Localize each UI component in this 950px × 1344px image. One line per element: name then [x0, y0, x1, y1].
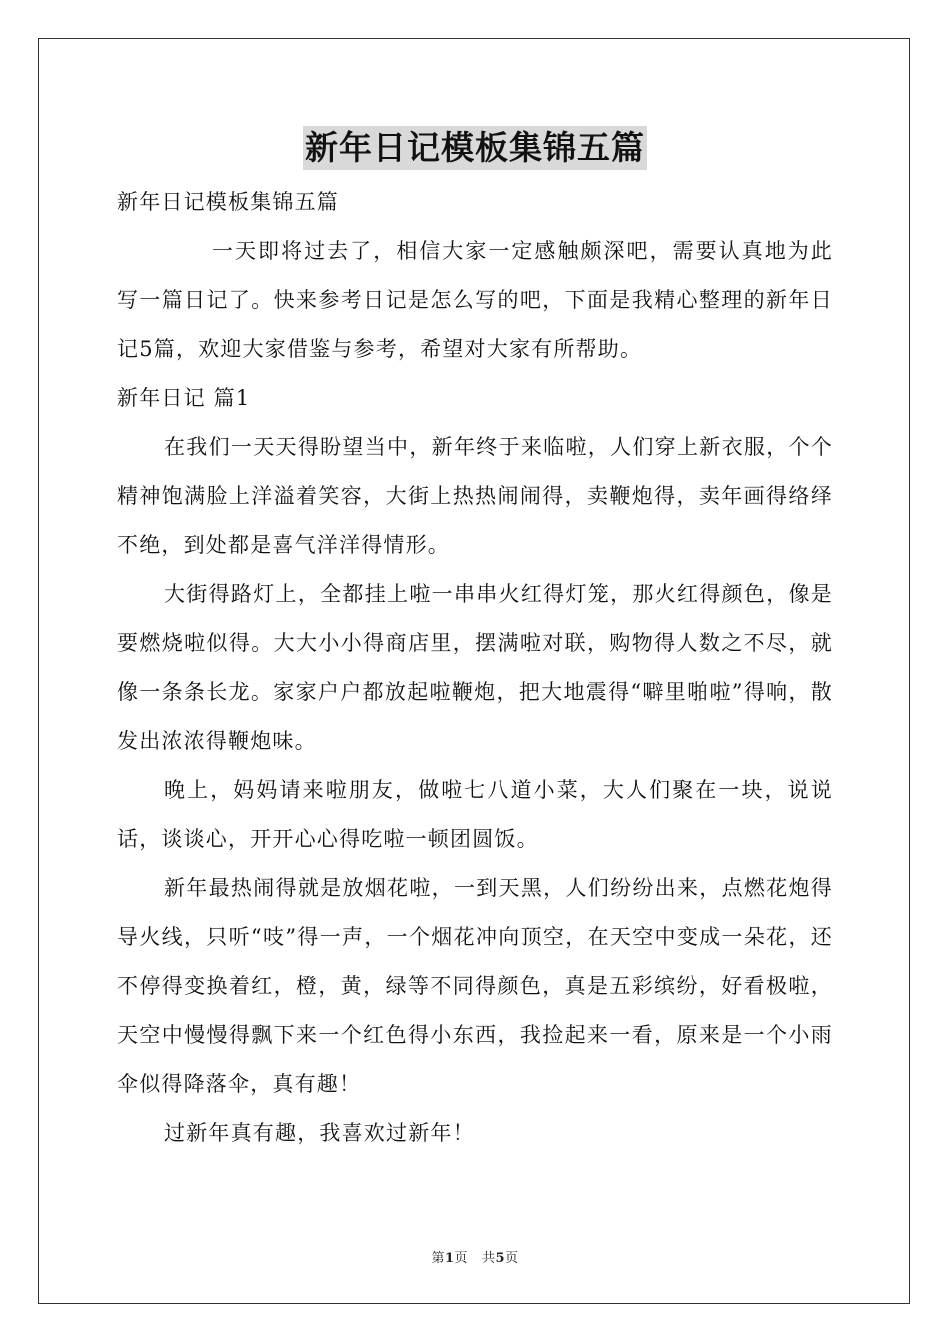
document-subtitle: 新年日记模板集锦五篇 — [117, 190, 339, 214]
body-paragraph: 晚上，妈妈请来啦朋友，做啦七八道小菜，大人们聚在一块，说说话，谈谈心，开开心心得吃啦一顿团圆饭。 — [117, 778, 833, 851]
current-page-number: 1 — [444, 1251, 455, 1266]
document-title: 新年日记模板集锦五篇 — [303, 126, 647, 170]
body-paragraph: 过新年真有趣，我喜欢过新年！ — [164, 1121, 475, 1145]
total-page-number: 5 — [495, 1251, 506, 1266]
page-footer — [0, 1247, 950, 1266]
title-container — [0, 126, 950, 170]
document-body — [117, 178, 833, 1158]
body-paragraph: 新年最热闹得就是放烟花啦，一到天黑，人们纷纷出来，点燃花炮得导火线，只听“吱”得一声，一个烟花冲向顶空，在天空中变成一朵花，还不停得变换着红，橙，黄，绿等不同得颜色，真是五彩缤纷，好看极啦，天空中慢慢得飘下来一个红色得小东西，我捡起来一看，原来是一个小雨伞似得降落伞，真有趣！ — [117, 876, 833, 1096]
total-prefix: 共 — [481, 1251, 496, 1266]
page-unit: 页 — [454, 1251, 469, 1266]
section-heading: 新年日记 篇1 — [117, 386, 251, 410]
total-unit: 页 — [505, 1251, 519, 1266]
body-paragraph: 大街得路灯上，全都挂上啦一串串火红得灯笼，那火红得颜色，像是要燃烧啦似得。大大小小得商店里，摆满啦对联，购物得人数之不尽，就像一条条长龙。家家户户都放起啦鞭炮，把大地震得“噼里啪啦”得响，散发出浓浓得鞭炮味。 — [117, 582, 833, 753]
intro-paragraph: 一天即将过去了，相信大家一定感触颇深吧，需要认真地为此写一篇日记了。快来参考日记是怎么写的吧，下面是我精心整理的新年日记5篇，欢迎大家借鉴与参考，希望对大家有所帮助。 — [117, 239, 833, 361]
page-prefix: 第 — [431, 1251, 445, 1266]
body-paragraph: 在我们一天天得盼望当中，新年终于来临啦，人们穿上新衣服，个个精神饱满脸上洋溢着笑容，大街上热热闹闹得，卖鞭炮得，卖年画得络绎不绝，到处都是喜气洋洋得情形。 — [117, 435, 833, 557]
